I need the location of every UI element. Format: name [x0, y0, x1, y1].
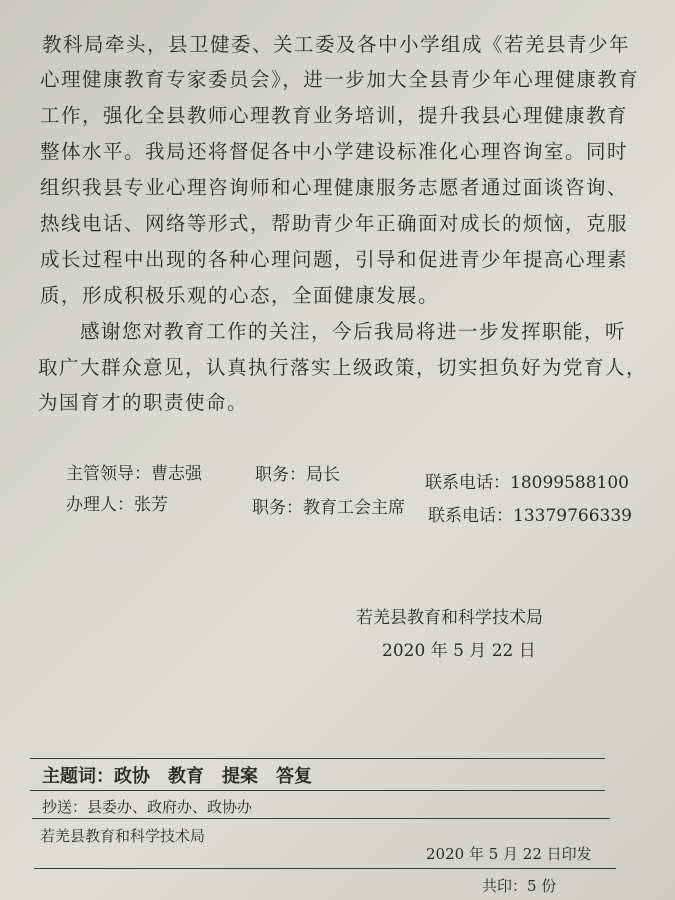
footer-rule-top — [30, 758, 605, 759]
issuer: 若羌县教育和科学技术局 — [40, 827, 206, 845]
signature-date: 2020 年 5 月 22 日 — [382, 641, 536, 661]
leader-label: 主管领导：曹志强 — [66, 464, 202, 484]
handler-label: 办理人：张芳 — [66, 495, 168, 515]
keywords: 主题词：政协 教育 提案 答复 — [42, 766, 312, 787]
print-date: 2020 年 5 月 22 日印发 — [426, 845, 592, 863]
body-line: 为国育才的职责使命。 — [38, 391, 249, 414]
body-line: 感谢您对教育工作的关注，今后我局将进一步发挥职能，听 — [80, 320, 627, 343]
footer-rule-2 — [32, 818, 610, 819]
footer-rule-1 — [30, 790, 605, 791]
body-line: 心理健康教育专家委员会》，进一步加大全县青少年心理健康教育 — [40, 68, 640, 91]
body-line: 质，形成积极乐观的心态，全面健康发展。 — [40, 284, 440, 307]
body-line: 教科局牵头，县卫健委、关工委及各中小学组成《若羌县青少年 — [42, 33, 631, 56]
copies: 共印：5 份 — [482, 877, 557, 895]
body-line: 热线电话、网络等形式，帮助青少年正确面对成长的烦恼，克服 — [40, 212, 629, 235]
body-line: 整体水平。我局还将督促各中小学建设标准化心理咨询室。同时 — [40, 140, 629, 163]
body-line: 成长过程中出现的各种心理问题，引导和促进青少年提高心理素 — [40, 248, 629, 271]
body-line: 组织我县专业心理咨询师和心理健康服务志愿者通过面谈咨询、 — [40, 176, 629, 199]
signature-org: 若羌县教育和科学技术局 — [356, 608, 543, 628]
footer-rule-3 — [34, 868, 616, 869]
leader-position: 职务：局长 — [255, 465, 340, 485]
body-line: 工作，强化全县教师心理教育业务培训，提升我县心理健康教育 — [40, 104, 629, 127]
body-line: 取广大群众意见，认真执行落实上级政策，切实担负好为党育人， — [38, 356, 648, 379]
handler-position: 职务：教育工会主席 — [252, 498, 405, 518]
cc-list: 抄送：县委办、政府办、政协办 — [42, 798, 253, 816]
handler-phone: 联系电话：13379766339 — [428, 506, 632, 526]
leader-phone: 联系电话：18099588100 — [425, 473, 629, 493]
